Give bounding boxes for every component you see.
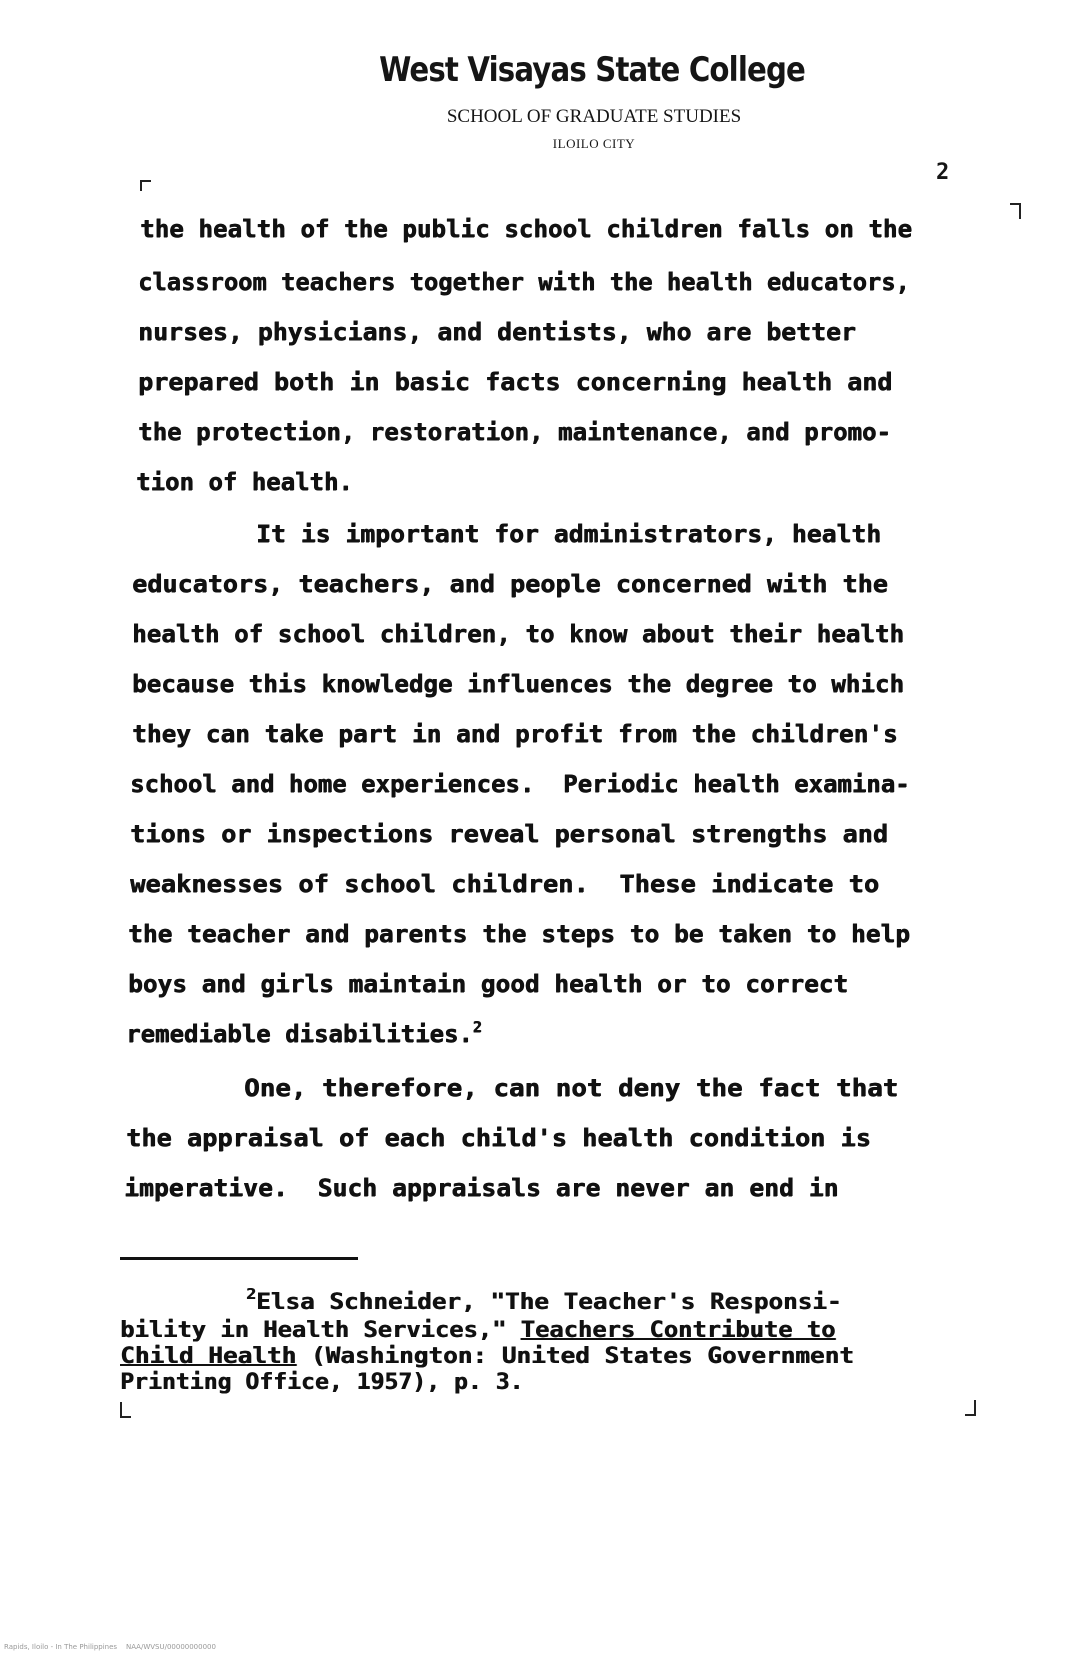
footnote-text: Elsa Schneider, "The Teacher's Responsi-	[255, 1290, 842, 1315]
body-line: because this knowledge influences the degree to which	[132, 670, 904, 698]
footnote-line	[246, 1285, 842, 1315]
footnote-line	[120, 1318, 835, 1343]
body-line: educators, teachers, and people concerned with the	[132, 570, 888, 598]
body-line: weaknesses of school children. These indicate to	[130, 870, 880, 898]
footnote-separator	[120, 1257, 358, 1260]
body-line: the health of the public school children falls on the	[140, 215, 912, 243]
body-line: health of school children, to know about their health	[132, 620, 904, 648]
body-line: One, therefore, can not deny the fact that	[244, 1074, 899, 1102]
footnote-reference: 2	[472, 1018, 482, 1036]
body-line: tions or inspections reveal personal strengths and	[130, 820, 888, 848]
body-line: classroom teachers together with the health educators,	[138, 268, 910, 296]
letterhead-college-name: West Visayas State College	[379, 50, 806, 90]
scan-footer: Rapids, Iloilo - In The Philippines NAA/WVSU/00000000000	[4, 1643, 216, 1651]
body-line	[126, 1020, 482, 1048]
letterhead-city: ILOILO CITY	[552, 136, 636, 151]
letterhead-school-name: SCHOOL OF GRADUATE STUDIES	[446, 106, 742, 127]
footnote-text: bility in Health Services,"	[120, 1318, 521, 1343]
footnote-number: 2	[246, 1285, 256, 1303]
body-line: It is important for administrators, health	[256, 520, 882, 548]
footnote-line	[120, 1344, 854, 1369]
crop-mark-bottom-right	[965, 1400, 976, 1416]
footnote-title: Teachers Contribute to	[520, 1318, 836, 1343]
crop-mark-top-left	[140, 180, 151, 191]
body-line: the protection, restoration, maintenance, and promo-	[138, 418, 891, 446]
crop-mark-top-right	[1010, 203, 1021, 219]
body-line: prepared both in basic facts concerning health and	[138, 368, 893, 396]
body-line: tion of health.	[136, 468, 353, 496]
footnote-line: Printing Office, 1957), p. 3.	[120, 1370, 524, 1395]
body-line: boys and girls maintain good health or to correct	[128, 970, 849, 998]
body-line: they can take part in and profit from the children's	[132, 720, 898, 748]
body-line: school and home experiences. Periodic health examina-	[130, 770, 910, 798]
footnote-title: Child Health	[120, 1344, 297, 1369]
page-number: 2	[936, 160, 950, 185]
body-line: imperative. Such appraisals are never an end in	[124, 1174, 839, 1202]
body-text: remediable disabilities.	[126, 1020, 473, 1048]
footnote-text: (Washington: United States Government	[296, 1344, 854, 1369]
body-line: nurses, physicians, and dentists, who are better	[138, 318, 856, 346]
body-line: the teacher and parents the steps to be taken to help	[128, 920, 910, 948]
body-line: the appraisal of each child's health condition is	[126, 1124, 871, 1152]
crop-mark-bottom-left	[120, 1402, 131, 1418]
